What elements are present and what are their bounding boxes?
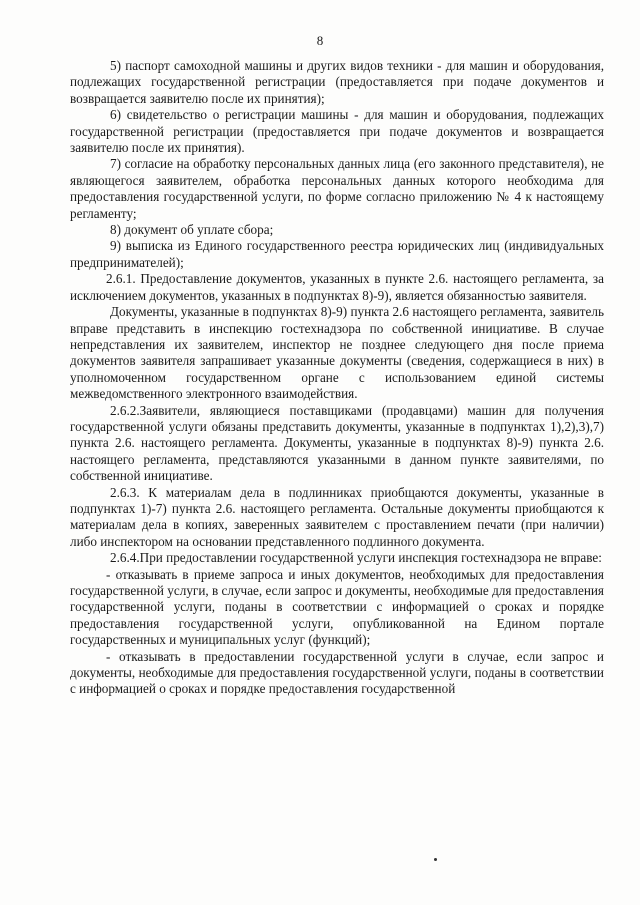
paragraph-bullet-2: - отказывать в предоставлении государственной услуги в случае, если запрос и документы, необходимые для предоставления государственной услуги, поданы в соответствии с информацией о сроках и порядке предоставления государственной bbox=[70, 648, 604, 697]
paragraph-item-6: 6) свидетельство о регистрации машины - для машин и оборудования, подлежащих государственной регистрации (предоставляется при подаче документов и возвращается заявителю после их принятия). bbox=[70, 107, 604, 156]
paragraph-item-5: 5) паспорт самоходной машины и других видов техники - для машин и оборудования, подлежащих государственной регистрации (предоставляется при подаче документов и возвращается заявителю после их принятия); bbox=[70, 58, 604, 106]
paragraph-bullet-1: - отказывать в приеме запроса и иных документов, необходимых для предоставления государственной услуги, в случае, если запрос и документы, необходимые для предоставления государственной услуги, поданы в соответствии с информацией о сроках и порядке предоставления государственной услуги, опубликованной на Едином портале государственных и муниципальных услуг (функций); bbox=[70, 566, 604, 648]
paragraph-2-6-4: 2.6.4.При предоставлении государственной услуги инспекция гостехнадзора не вправе: bbox=[110, 550, 602, 566]
page-number: 8 bbox=[316, 33, 324, 48]
paragraph-item-9: 9) выписка из Единого государственного реестра юридических лиц (индивидуальных предпринимателей); bbox=[70, 238, 604, 270]
paragraph-documents-8-9: Документы, указанные в подпунктах 8)-9) пункта 2.6 настоящего регламента, заявитель вправе представить в инспекцию гостехнадзора по собственной инициативе. В случае непредставления их заявителем, инспектор не позднее следующего дня после приема документов заявителя запрашивает указанные документы (сведения, содержащиеся в них) в уполномоченном государственном органе с использованием единой системы межведомственного электронного взаимодействия. bbox=[70, 304, 604, 402]
document-body bbox=[70, 58, 604, 698]
paragraph-item-8: 8) документ об уплате сбора; bbox=[110, 222, 274, 238]
paragraph-item-7: 7) согласие на обработку персональных данных лица (его законного представителя), не являющегося заявителем, обработка персональных данных которого необходима для предоставления государственной услуги, по форме согласно приложению № 4 к настоящему регламенту; bbox=[70, 156, 604, 221]
paragraph-2-6-3: 2.6.3. К материалам дела в подлинниках приобщаются документы, указанные в подпунктах 1)-7) пункта 2.6. настоящего регламента. Остальные документы приобщаются к материалам дела в копиях, заверенных заявителем с проставлением печати (при наличии) либо инспектором на основании представленного подлинного документа. bbox=[70, 484, 604, 549]
paragraph-2-6-1: 2.6.1. Предоставление документов, указанных в пункте 2.6. настоящего регламента, за исключением документов, указанных в подпунктах 8)-9), является обязанностью заявителя. bbox=[70, 271, 604, 303]
paragraph-2-6-2: 2.6.2.Заявители, являющиеся поставщиками (продавцами) машин для получения государственной услуги обязаны представить документы, указанные в подпунктах 1),2),3),7) пункта 2.6. настоящего регламента. Документы, указанные в подпунктах 8)-9) пункта 2.6. настоящего регламента, представляются указанными в данном пункте заявителями, по собственной инициативе. bbox=[70, 402, 604, 484]
scan-speck bbox=[434, 858, 437, 861]
